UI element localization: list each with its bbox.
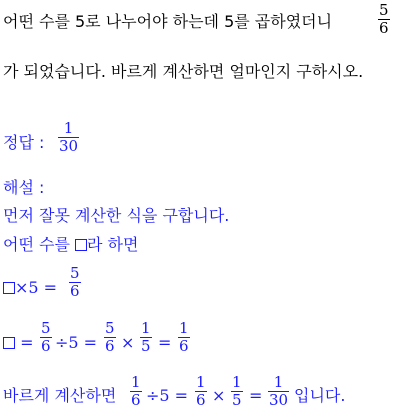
fraction-denominator: 6 [179,337,189,355]
answer-fraction [58,120,79,155]
fraction-denominator: 6 [196,391,206,409]
final-fraction-4 [268,374,289,409]
problem-line-2: 가 되었습니다. 바르게 계산하면 얼마인지 구하시오. [3,62,364,81]
final-divide: ÷5 = [146,386,189,405]
equation-2-start [3,333,34,352]
eq2-equals-2: = [158,333,172,352]
fraction-denominator: 5 [141,337,151,355]
solution-step-2 [3,235,138,255]
final-fraction-3 [231,374,243,409]
answer-label: 정답 : [3,133,45,152]
fraction-denominator: 6 [105,337,115,355]
eq1-fraction [69,265,81,300]
fraction-numerator: 1 [63,119,74,137]
final-text: 바르게 계산하면 [3,386,117,405]
fraction-numerator: 1 [179,319,189,337]
unknown-box-icon [3,337,15,349]
solution-step-1: 먼저 잘못 계산한 식을 구합니다. [3,206,230,225]
fraction-denominator: 30 [269,391,289,409]
fraction-numerator: 5 [105,319,115,337]
eq2-fraction-1 [40,320,52,355]
final-suffix: 입니다. [294,386,346,405]
fraction-numerator: 5 [379,1,389,19]
fraction-denominator: 6 [131,391,141,409]
solution-label: 해설 : [3,178,45,197]
eq2-equals: = [20,333,34,352]
equation-1 [3,278,57,297]
eq2-divide: ÷5 = [55,333,98,352]
final-fraction-2 [195,374,207,409]
fraction-denominator: 6 [70,282,80,300]
fraction-denominator: 6 [379,19,389,37]
eq2-fraction-2 [104,320,116,355]
problem-fraction [378,2,390,37]
fraction-denominator: 5 [232,391,242,409]
fraction-numerator: 1 [131,373,141,391]
fraction-numerator: 1 [232,373,242,391]
final-times: × [212,386,226,405]
eq1-operator: ×5 = [15,278,58,297]
final-fraction-1 [130,374,142,409]
fraction-numerator: 1 [196,373,206,391]
fraction-numerator: 1 [141,319,151,337]
step-2-suffix: 라 하면 [87,235,139,254]
fraction-numerator: 5 [41,319,51,337]
fraction-denominator: 6 [41,337,51,355]
step-2-text: 어떤 수를 [3,235,70,254]
fraction-numerator: 5 [70,264,80,282]
eq2-fraction-4 [178,320,190,355]
final-equals: = [249,386,263,405]
unknown-box-icon [3,282,15,294]
fraction-numerator: 1 [273,373,284,391]
eq2-fraction-3 [140,320,152,355]
eq2-times: × [121,333,135,352]
unknown-box-icon [75,239,87,251]
problem-line-1: 어떤 수를 5로 나누어야 하는데 5를 곱하였더니 [3,12,333,31]
fraction-denominator: 30 [59,137,79,155]
